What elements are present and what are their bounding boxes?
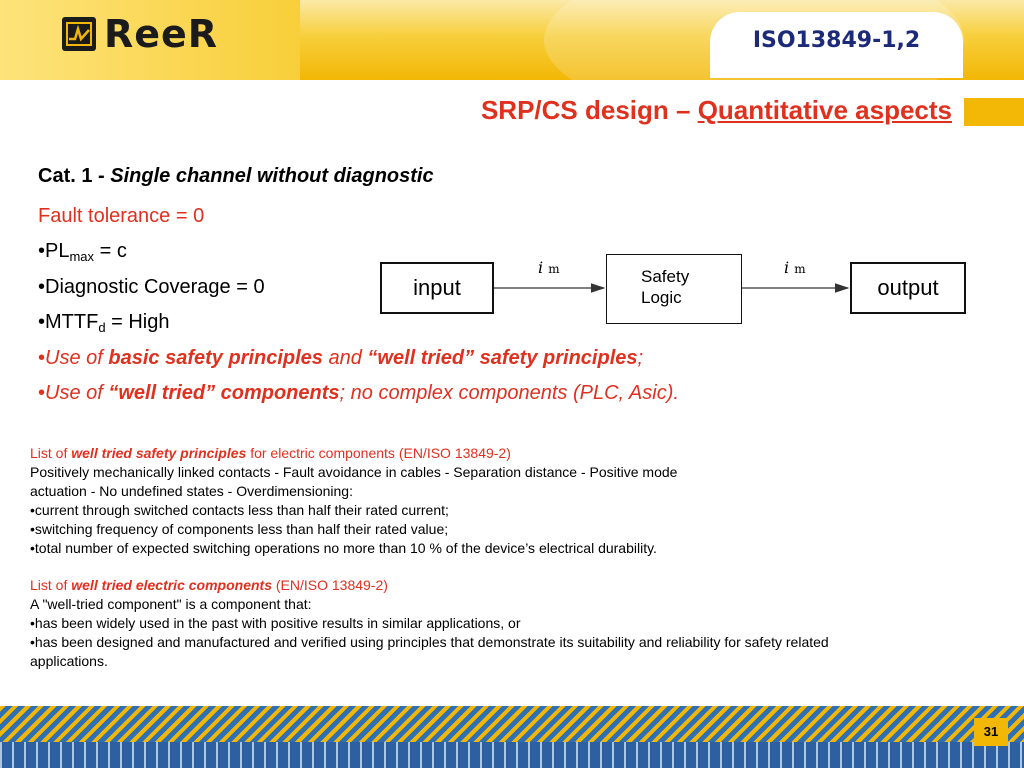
footer-band: [0, 706, 1024, 768]
mttf-sub: d: [98, 320, 106, 335]
pl-value: = c: [94, 240, 127, 262]
principles-text-3: ;: [637, 347, 644, 369]
principles-line-4: •total number of expected switching operations no more than 10 % of the device’s electrical durability.: [30, 540, 657, 556]
bullet: •: [38, 347, 46, 369]
components-line-2: •has been designed and manufactured and verified using principles that demonstrate its suitability and reliability for safety related: [30, 634, 829, 650]
heading-post: for electric components (EN/ISO 13849-2): [246, 445, 511, 461]
signal-symbol: i: [538, 258, 544, 277]
standard-label: ISO13849-1,2: [752, 28, 921, 53]
pl-sub: max: [69, 249, 95, 264]
mttf-value: = High: [105, 311, 170, 333]
components-heading: [30, 577, 388, 593]
components-line-3: applications.: [30, 653, 108, 669]
title-emphasis: Quantitative aspects: [697, 95, 952, 125]
signal-label-1: [538, 258, 560, 277]
pl-prefix: •PL: [38, 240, 70, 262]
principles-line-0: Positively mechanically linked contacts - Fault avoidance in cables - Separation distance - Positive mode: [30, 464, 678, 480]
components-line-1: •has been widely used in the past with positive results in similar applications, or: [30, 615, 521, 631]
components-line-0: A "well-tried component" is a component that:: [30, 596, 312, 612]
category-label: Cat. 1 -: [38, 165, 111, 187]
heading-post: (EN/ISO 13849-2): [271, 577, 388, 593]
brand-name: ReeR: [104, 12, 219, 56]
principles-line-2: •current through switched contacts less than half their rated current;: [30, 502, 449, 518]
signal-label-2: [784, 258, 806, 277]
page-number: 31: [974, 718, 1008, 746]
category-description: Single channel without diagnostic: [110, 165, 434, 187]
heading-em: well tried safety principles: [71, 445, 247, 461]
signal-sub: m: [548, 262, 560, 276]
heading-em: well tried electric components: [71, 577, 272, 593]
principles-heading: [30, 445, 511, 461]
principles-line-1: actuation - No undefined states - Overdimensioning:: [30, 483, 353, 499]
well-tried-components: “well tried” components: [108, 382, 340, 404]
well-tried-principles: “well tried” safety principles: [367, 347, 638, 369]
bullet: •: [38, 382, 46, 404]
logic-line-2: Logic: [641, 288, 682, 307]
principles-text-1: Use of: [45, 347, 109, 369]
fault-tolerance: Fault tolerance = 0: [38, 205, 205, 227]
heading-pre: List of: [30, 577, 72, 593]
mttf-prefix: •MTTF: [38, 311, 99, 333]
principles-line-3: •switching frequency of components less than half their rated value;: [30, 521, 449, 537]
input-label: input: [413, 275, 461, 300]
footer-ruler: [0, 742, 1024, 768]
logic-line-1: Safety: [641, 267, 690, 286]
basic-safety-principles: basic safety principles: [108, 347, 323, 369]
input-block: [380, 262, 494, 314]
signal-sub: m: [794, 262, 806, 276]
heading-pre: List of: [30, 445, 72, 461]
footer-stripes: [0, 706, 1024, 742]
safety-logic-label: [641, 266, 689, 308]
principles-text-2: and: [322, 347, 368, 369]
diagnostic-coverage: •Diagnostic Coverage = 0: [38, 276, 265, 298]
components-text-1: Use of: [45, 382, 109, 404]
signal-symbol: i: [784, 258, 790, 277]
title-prefix: SRP/CS design –: [480, 95, 698, 125]
safety-logic-block: [606, 254, 742, 324]
output-label: output: [877, 275, 939, 300]
components-text-2: ; no complex components (PLC, Asic).: [339, 382, 679, 404]
output-block: [850, 262, 966, 314]
